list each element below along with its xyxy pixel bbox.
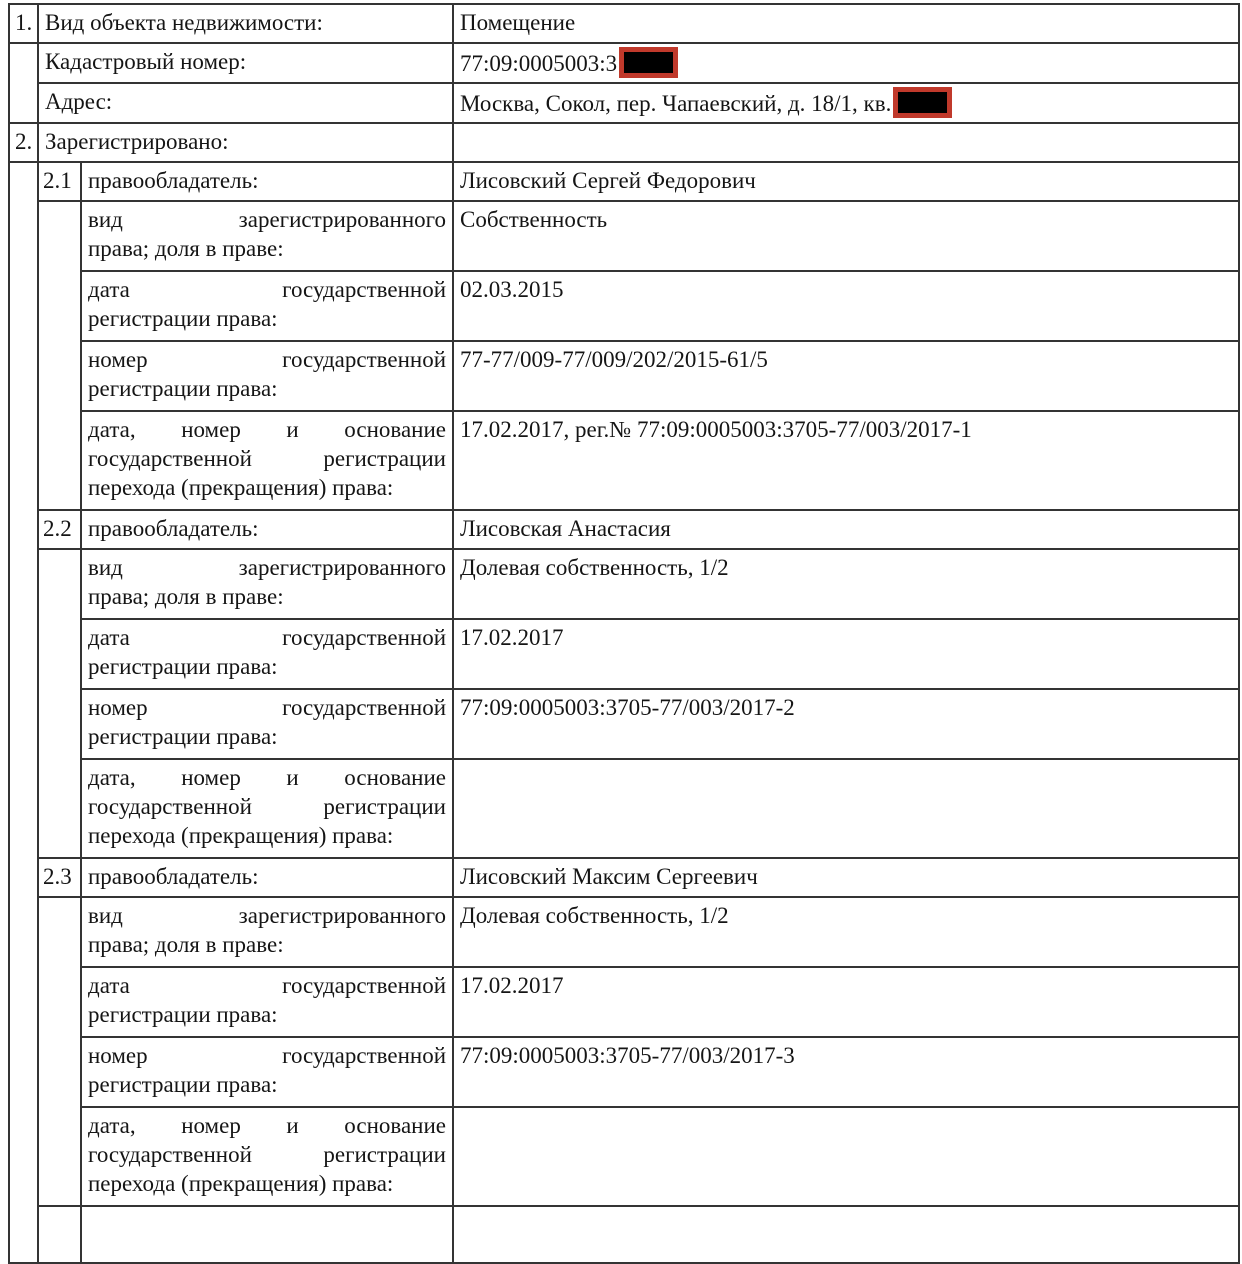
field-value-text: 77-77/009-77/009/202/2015-61/5 [460, 347, 768, 372]
label-word: номер [181, 1113, 241, 1138]
label-line: регистрации права: [88, 376, 278, 401]
field-value-text: Лисовская Анастасия [460, 516, 671, 541]
field-value-cell [453, 83, 1239, 123]
label-word: номер [88, 347, 148, 372]
field-value-text: 02.03.2015 [460, 277, 564, 302]
field-label-cell [81, 549, 453, 619]
field-value-text: Лисовский Максим Сергеевич [460, 864, 758, 889]
table-row [9, 689, 1239, 759]
label-word: зарегистрированного [238, 207, 446, 232]
label-word: основание [344, 765, 446, 790]
field-label-cell [81, 967, 453, 1037]
table-row [9, 897, 1239, 967]
field-value-text: 17.02.2017 [460, 973, 564, 998]
field-value-text: Москва, Сокол, пер. Чапаевский, д. 18/1, кв. [460, 91, 892, 116]
field-label-cell [81, 341, 453, 411]
label-line [88, 553, 446, 582]
label-word: номер [88, 695, 148, 720]
label-word: зарегистрированного [238, 903, 446, 928]
table-row [9, 759, 1239, 858]
field-value-cell [453, 43, 1239, 83]
label-line [88, 623, 446, 652]
label-line: регистрации права: [88, 654, 278, 679]
field-label-cell [81, 201, 453, 271]
table-row [9, 1107, 1239, 1206]
label-line: регистрации права: [88, 306, 278, 331]
field-value-cell [453, 510, 1239, 549]
label-line: регистрации права: [88, 1072, 278, 1097]
table-row [9, 1206, 1239, 1263]
field-value-cell [453, 1037, 1239, 1107]
label-line [88, 205, 446, 234]
label-line [88, 693, 446, 722]
entry-number-cell: 2.1 [38, 162, 81, 201]
label-word: регистрации [323, 446, 446, 471]
table-row [9, 271, 1239, 341]
label-word: и [286, 417, 299, 442]
field-label-cell: Вид объекта недвижимости: [38, 4, 453, 43]
table-row [9, 123, 1239, 162]
row-number-cell: 2. [9, 123, 38, 162]
field-value-cell [453, 271, 1239, 341]
table-row [9, 858, 1239, 897]
table-row [9, 510, 1239, 549]
field-value-cell [453, 858, 1239, 897]
field-label-cell [81, 1107, 453, 1206]
label-word: государственной [282, 277, 446, 302]
field-label-cell [81, 271, 453, 341]
field-value-text: 17.02.2017, рег.№ 77:09:0005003:3705-77/003/2017-1 [460, 417, 972, 442]
label-line [88, 444, 446, 473]
redaction-box [619, 47, 678, 78]
table-row [9, 201, 1239, 271]
field-label-cell [81, 759, 453, 858]
label-line [88, 345, 446, 374]
label-word: и [286, 765, 299, 790]
field-value-text: Собственность [460, 207, 608, 232]
field-label-cell: Адрес: [38, 83, 453, 123]
table-row [9, 341, 1239, 411]
label-word: дата, [88, 765, 136, 790]
label-word: регистрации [323, 794, 446, 819]
field-value-cell [453, 619, 1239, 689]
field-value-text: Долевая собственность, 1/2 [460, 903, 729, 928]
field-value-text: 77:09:0005003:3705-77/003/2017-2 [460, 695, 795, 720]
label-line: регистрации права: [88, 724, 278, 749]
field-value-text: 17.02.2017 [460, 625, 564, 650]
table-row [9, 162, 1239, 201]
field-label-cell [81, 689, 453, 759]
field-value-cell [453, 411, 1239, 510]
label-line: перехода (прекращения) права: [88, 823, 394, 848]
field-value-cell [453, 897, 1239, 967]
field-value-text: 77:09:0005003:3705-77/003/2017-3 [460, 1043, 795, 1068]
entry-number-spacer-cell [38, 201, 81, 510]
label-word: основание [344, 417, 446, 442]
label-word: дата [88, 625, 130, 650]
field-value-cell [453, 1206, 1239, 1263]
label-line [88, 1140, 446, 1169]
field-value-cell [453, 162, 1239, 201]
redaction-box [893, 87, 952, 118]
label-word: основание [344, 1113, 446, 1138]
label-word: государственной [282, 695, 446, 720]
field-label-cell [81, 897, 453, 967]
table-row [9, 4, 1239, 43]
label-word: государственной [282, 625, 446, 650]
field-label-cell [81, 1206, 453, 1263]
field-value-text: Долевая собственность, 1/2 [460, 555, 729, 580]
entry-number-cell [38, 1206, 81, 1263]
label-word: дата, [88, 417, 136, 442]
field-value-cell [453, 341, 1239, 411]
field-value-text: 77:09:0005003:3 [460, 51, 618, 76]
label-word: номер [181, 417, 241, 442]
field-label-cell: правообладатель: [81, 510, 453, 549]
table-row [9, 967, 1239, 1037]
label-word: государственной [282, 973, 446, 998]
label-word: дата [88, 973, 130, 998]
row-number-cell: 1. [9, 4, 38, 43]
label-word: регистрации [323, 1142, 446, 1167]
table-row [9, 619, 1239, 689]
label-word: дата [88, 277, 130, 302]
table-row [9, 43, 1239, 83]
label-word: государственной [88, 446, 252, 471]
entry-number-cell: 2.3 [38, 858, 81, 897]
table-row [9, 1037, 1239, 1107]
entry-number-cell: 2.2 [38, 510, 81, 549]
field-value-text: Лисовский Сергей Федорович [460, 168, 756, 193]
label-line: права; доля в праве: [88, 932, 284, 957]
label-line: права; доля в праве: [88, 584, 284, 609]
label-line: права; доля в праве: [88, 236, 284, 261]
field-label-cell: Кадастровый номер: [38, 43, 453, 83]
field-value-cell [453, 967, 1239, 1037]
label-line [88, 792, 446, 821]
label-line [88, 901, 446, 930]
section-title-cell: Зарегистрировано: [38, 123, 453, 162]
field-label-cell [81, 411, 453, 510]
field-label-cell: правообладатель: [81, 858, 453, 897]
field-label-cell: правообладатель: [81, 162, 453, 201]
field-value-cell [453, 123, 1239, 162]
document-page [8, 3, 1240, 1264]
label-word: государственной [88, 794, 252, 819]
label-line [88, 1041, 446, 1070]
label-word: государственной [88, 1142, 252, 1167]
row-number-spacer-cell [9, 43, 38, 123]
label-word: вид [88, 207, 123, 232]
field-label-cell [81, 619, 453, 689]
field-label-cell [81, 1037, 453, 1107]
label-word: номер [88, 1043, 148, 1068]
label-line [88, 415, 446, 444]
label-word: вид [88, 903, 123, 928]
field-value-cell [453, 4, 1239, 43]
field-value-text: Помещение [460, 10, 576, 35]
table-row [9, 549, 1239, 619]
entry-number-spacer-cell [38, 549, 81, 858]
label-word: номер [181, 765, 241, 790]
field-value-cell [453, 689, 1239, 759]
field-value-cell [453, 1107, 1239, 1206]
field-value-cell [453, 759, 1239, 858]
label-word: государственной [282, 1043, 446, 1068]
label-word: зарегистрированного [238, 555, 446, 580]
label-line [88, 971, 446, 1000]
label-line [88, 1111, 446, 1140]
label-line: регистрации права: [88, 1002, 278, 1027]
label-line: перехода (прекращения) права: [88, 1171, 394, 1196]
table-row [9, 83, 1239, 123]
field-value-cell [453, 549, 1239, 619]
label-line [88, 275, 446, 304]
label-line [88, 763, 446, 792]
field-value-cell [453, 201, 1239, 271]
entry-number-spacer-cell [38, 897, 81, 1206]
label-word: и [286, 1113, 299, 1138]
label-line: перехода (прекращения) права: [88, 475, 394, 500]
label-word: дата, [88, 1113, 136, 1138]
table-row [9, 411, 1239, 510]
label-word: государственной [282, 347, 446, 372]
registry-table [8, 3, 1240, 1264]
label-word: вид [88, 555, 123, 580]
row-number-spacer-cell [9, 162, 38, 1263]
